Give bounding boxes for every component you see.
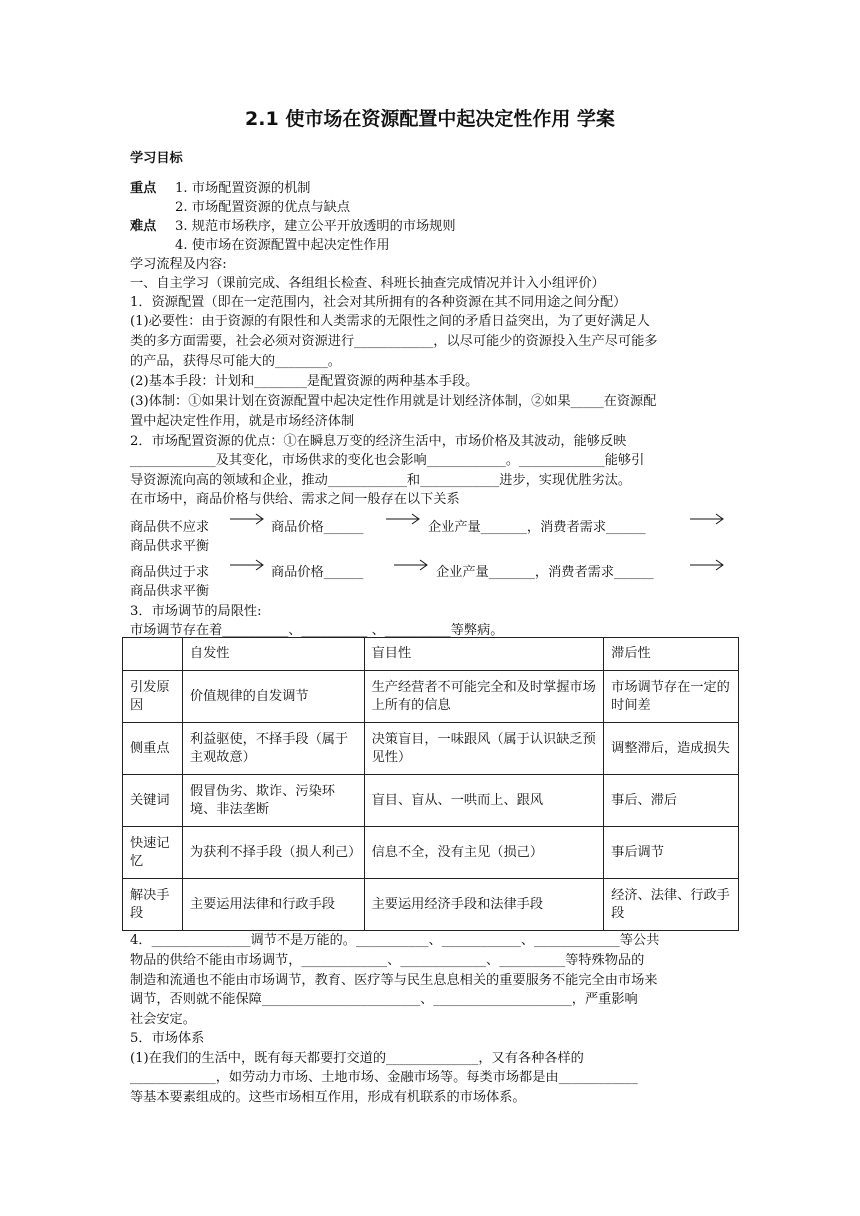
table-cell: 经济、法律、行政手段 bbox=[604, 879, 739, 931]
text-line: (1)必要性：由于资源的有限性和人类需求的无限性之间的矛盾日益突出，为了更好满足人 bbox=[130, 314, 650, 329]
flow1-price: 商品价格______ bbox=[271, 520, 364, 535]
arrow-right-icon bbox=[690, 513, 724, 525]
section3-heading: 3．市场调节的局限性: bbox=[130, 604, 262, 619]
table-cell: 假冒伪劣、欺诈、污染环境、非法垄断 bbox=[182, 775, 364, 827]
table-cell: 快速记忆 bbox=[123, 827, 183, 879]
table-cell: 事后调节 bbox=[604, 827, 739, 879]
table-cell: 市场调节存在一定的时间差 bbox=[604, 671, 739, 723]
table-cell: 关键词 bbox=[123, 775, 183, 827]
text-line: 社会安定。 bbox=[130, 1012, 196, 1027]
table-cell: 主要运用经济手段和法律手段 bbox=[364, 879, 604, 931]
arrow-right-icon bbox=[230, 559, 264, 571]
text-line: 学习流程及内容: bbox=[130, 257, 227, 272]
text-line: (2)基本手段：计划和________是配置资源的两种基本手段。 bbox=[130, 374, 479, 389]
flow2-output: 企业产量_______，消费者需求______ bbox=[436, 565, 654, 580]
text-line: 4．_______________调节不是万能的。___________、____________、_____________等公共 bbox=[130, 933, 660, 948]
table-cell: 盲目、盲从、一哄而上、跟风 bbox=[364, 775, 604, 827]
text-line: _____________及其变化，市场供求的变化也会影响____________。_____________能够引 bbox=[130, 453, 645, 468]
table-cell: 生产经营者不可能完全和及时掌握市场上所有的信息 bbox=[364, 671, 604, 723]
text-line: 置中起决定性作用，就是市场经济体制 bbox=[130, 414, 355, 429]
table-cell: 引发原因 bbox=[123, 671, 183, 723]
text-line: 1．资源配置（即在一定范围内，社会对其所拥有的各种资源在其不同用途之间分配） bbox=[130, 295, 627, 310]
text-line: (3)体制：①如果计划在资源配置中起决定性作用就是计划经济体制，②如果_____在资源配 bbox=[130, 394, 657, 409]
page-title: 2.1 使市场在资源配置中起决定性作用 学案 bbox=[245, 108, 615, 130]
limitations-table bbox=[122, 637, 739, 931]
objective-item: 4. 使市场在资源配置中起决定性作用 bbox=[175, 238, 390, 253]
text-line: 的产品，获得尽可能大的________。 bbox=[130, 354, 341, 369]
table-row bbox=[123, 775, 739, 827]
table-cell: 利益驱使，不择手段（属于主观故意） bbox=[182, 723, 364, 775]
table-cell: 事后、滞后 bbox=[604, 775, 739, 827]
text-line: 一、自主学习（课前完成、各组组长检查、科班长抽查完成情况并计入小组评价） bbox=[130, 276, 605, 291]
flow1-end: 商品供求平衡 bbox=[130, 539, 210, 554]
table-cell: 信息不全，没有主见（损己） bbox=[364, 827, 604, 879]
flow2-price: 商品价格______ bbox=[271, 565, 364, 580]
table-cell: 解决手段 bbox=[123, 879, 183, 931]
table-cell: 主要运用法律和行政手段 bbox=[182, 879, 364, 931]
objective-item: 1. 市场配置资源的机制 bbox=[175, 181, 311, 196]
text-line: 类的多方面需要，社会必须对资源进行____________，以尽可能少的资源投入生产尽可能多 bbox=[130, 334, 658, 349]
table-row bbox=[123, 879, 739, 931]
table-cell: 侧重点 bbox=[123, 723, 183, 775]
section3-line: 市场调节存在着__________、__________ 、__________等弊病。 bbox=[130, 623, 504, 638]
text-line: 导资源流向高的领域和企业，推动____________和____________进步，实现优胜劣汰。 bbox=[130, 473, 632, 488]
text-line: 制造和流通也不能由市场调节，教育、医疗等与民生息息相关的重要服务不能完全由市场来 bbox=[130, 973, 658, 988]
table-header-cell bbox=[123, 638, 183, 671]
text-line: 2．市场配置资源的优点：①在瞬息万变的经济生活中，市场价格及其波动，能够反映 bbox=[130, 434, 627, 449]
flow2-end: 商品供求平衡 bbox=[130, 584, 210, 599]
text-line: _____________，如劳动力市场、土地市场、金融市场等。每类市场都是由____________ bbox=[130, 1070, 638, 1085]
arrow-right-icon bbox=[386, 513, 420, 525]
table-row bbox=[123, 723, 739, 775]
table-header-cell: 滞后性 bbox=[604, 638, 739, 671]
flow1-start: 商品供不应求 bbox=[130, 520, 210, 535]
text-line: 物品的供给不能由市场调节，_____________、_____________、__________等特殊物品的 bbox=[130, 953, 645, 968]
objectives-heading: 学习目标 bbox=[130, 151, 183, 166]
text-line: (1)在我们的生活中，既有每天都要打交道的______________，又有各种各样的 bbox=[130, 1051, 584, 1066]
difficult-label: 难点 bbox=[130, 219, 157, 234]
objective-item: 2. 市场配置资源的优点与缺点 bbox=[175, 200, 351, 215]
flow2-start: 商品供过于求 bbox=[130, 565, 210, 580]
table-row bbox=[123, 827, 739, 879]
arrow-right-icon bbox=[394, 559, 428, 571]
table-row bbox=[123, 671, 739, 723]
key-label: 重点 bbox=[130, 181, 157, 196]
table-header-row bbox=[123, 638, 739, 671]
flow1-output: 企业产量_______，消费者需求______ bbox=[428, 520, 646, 535]
table-header-cell: 自发性 bbox=[182, 638, 364, 671]
arrow-right-icon bbox=[230, 513, 264, 525]
table-cell: 调整滞后，造成损失 bbox=[604, 723, 739, 775]
table-cell: 价值规律的自发调节 bbox=[182, 671, 364, 723]
text-line: 5．市场体系 bbox=[130, 1031, 205, 1046]
text-line: 在市场中，商品价格与供给、需求之间一般存在以下关系 bbox=[130, 492, 460, 507]
table-cell: 决策盲目，一味跟风（属于认识缺乏预见性） bbox=[364, 723, 604, 775]
table-header-cell: 盲目性 bbox=[364, 638, 604, 671]
table-cell: 为获利不择手段（损人利己） bbox=[182, 827, 364, 879]
arrow-right-icon bbox=[690, 559, 724, 571]
objective-item: 3. 规范市场秩序，建立公平开放透明的市场规则 bbox=[175, 219, 456, 234]
text-line: 等基本要素组成的。这些市场相互作用，形成有机联系的市场体系。 bbox=[130, 1090, 526, 1105]
text-line: 调节，否则就不能保障________________________、_____________________，严重影响 bbox=[130, 992, 638, 1007]
